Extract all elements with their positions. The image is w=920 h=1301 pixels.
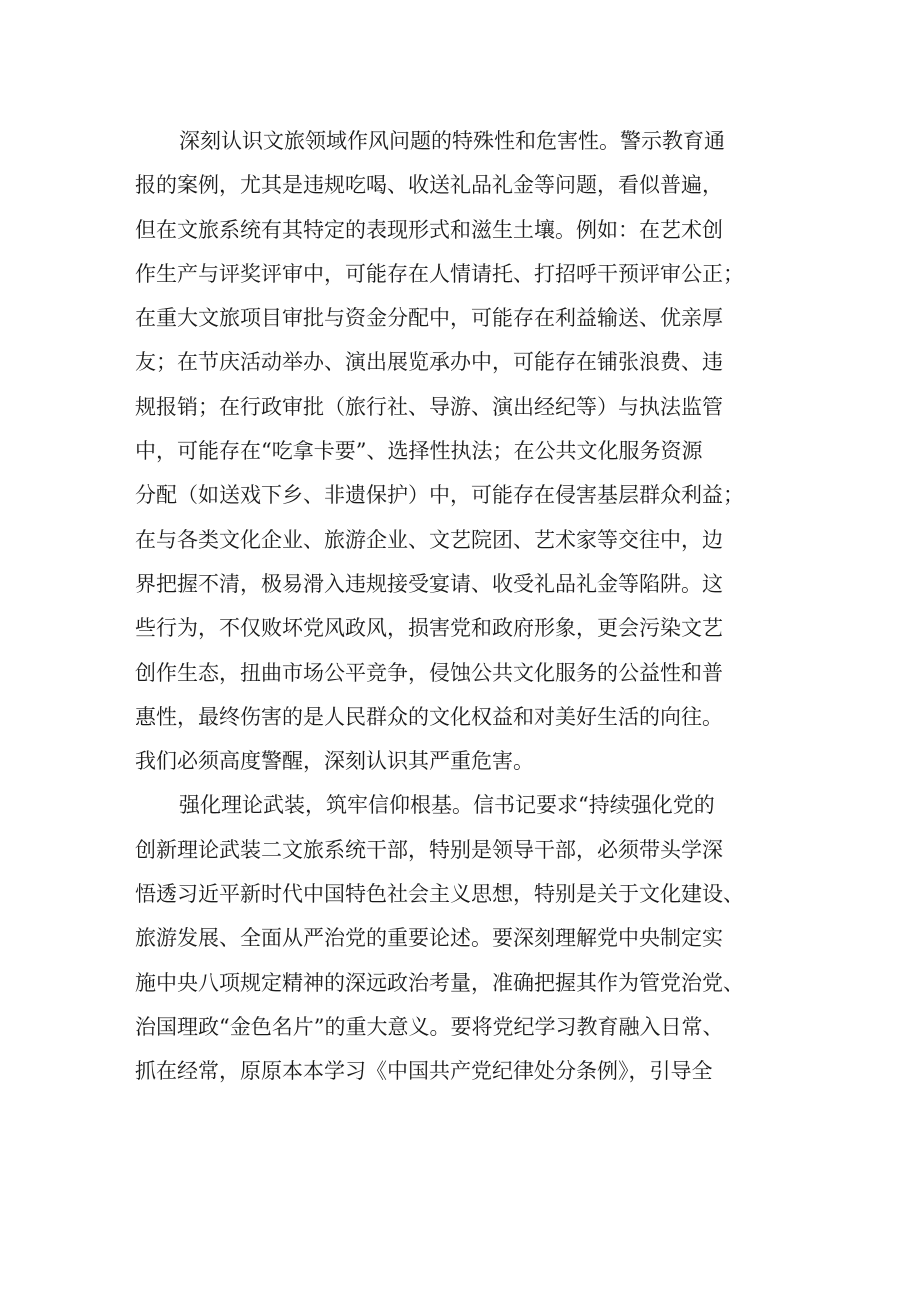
text-line: 创新理论武装二文旅系统干部，特别是领导干部，必须带头学深	[135, 837, 723, 862]
text-line: 我们必须高度警醒，深刻认识其严重危害。	[135, 749, 534, 774]
text-line: 强化理论武装，筑牢信仰根基。信书记要求“持续强化党的	[179, 793, 715, 818]
paragraph-1	[135, 119, 795, 783]
text-line: 在与各类文化企业、旅游企业、文艺院团、艺术家等交往中，边	[135, 527, 723, 552]
text-line: 友；在节庆活动举办、演出展览承办中，可能存在铺张浪费、违	[135, 350, 723, 375]
text-line: 治国理政“金色名片”的重大意义。要将党纪学习教育融入日常、	[135, 1014, 724, 1039]
text-line: 报的案例，尤其是违规吃喝、收送礼品礼金等问题，看似普遍，	[135, 173, 723, 198]
text-line: 界把握不清，极易滑入违规接受宴请、收受礼品礼金等陷阱。这	[135, 571, 723, 596]
text-line: 但在文旅系统有其特定的表现形式和滋生土壤。例如：在艺术创	[135, 217, 723, 242]
text-line: 分配（如送戏下乡、非遗保护）中，可能存在侵害基层群众利益；	[135, 483, 744, 508]
text-line: 在重大文旅项目审批与资金分配中，可能存在利益输送、优亲厚	[135, 306, 723, 331]
text-line: 些行为，不仅败坏党风政风，损害党和政府形象，更会污染文艺	[135, 616, 723, 641]
text-line: 规报销；在行政审批（旅行社、导游、演出经纪等）与执法监管	[135, 394, 723, 419]
text-line: 中，可能存在“吃拿卡要”、选择性执法；在公共文化服务资源	[135, 439, 703, 464]
text-line: 悟透习近平新时代中国特色社会主义思想，特别是关于文化建设、	[135, 882, 744, 907]
text-line: 深刻认识文旅领域作风问题的特殊性和危害性。警示教育通	[179, 129, 725, 153]
text-line: 旅游发展、全面从严治党的重要论述。要深刻理解党中央制定实	[135, 926, 723, 951]
text-line: 抓在经常，原原本本学习《中国共产党纪律处分条例》，引导全	[135, 1059, 713, 1084]
text-line: 施中央八项规定精神的深远政治考量，准确把握其作为管党治党、	[135, 970, 744, 995]
paragraph-2	[135, 783, 795, 1093]
text-line: 惠性，最终伤害的是人民群众的文化权益和对美好生活的向往。	[135, 704, 723, 729]
text-line: 作生产与评奖评审中，可能存在人情请托、打招呼干预评审公正；	[135, 261, 744, 286]
document-body	[135, 119, 795, 1094]
text-line: 创作生态，扭曲市场公平竞争，侵蚀公共文化服务的公益性和普	[135, 660, 723, 685]
